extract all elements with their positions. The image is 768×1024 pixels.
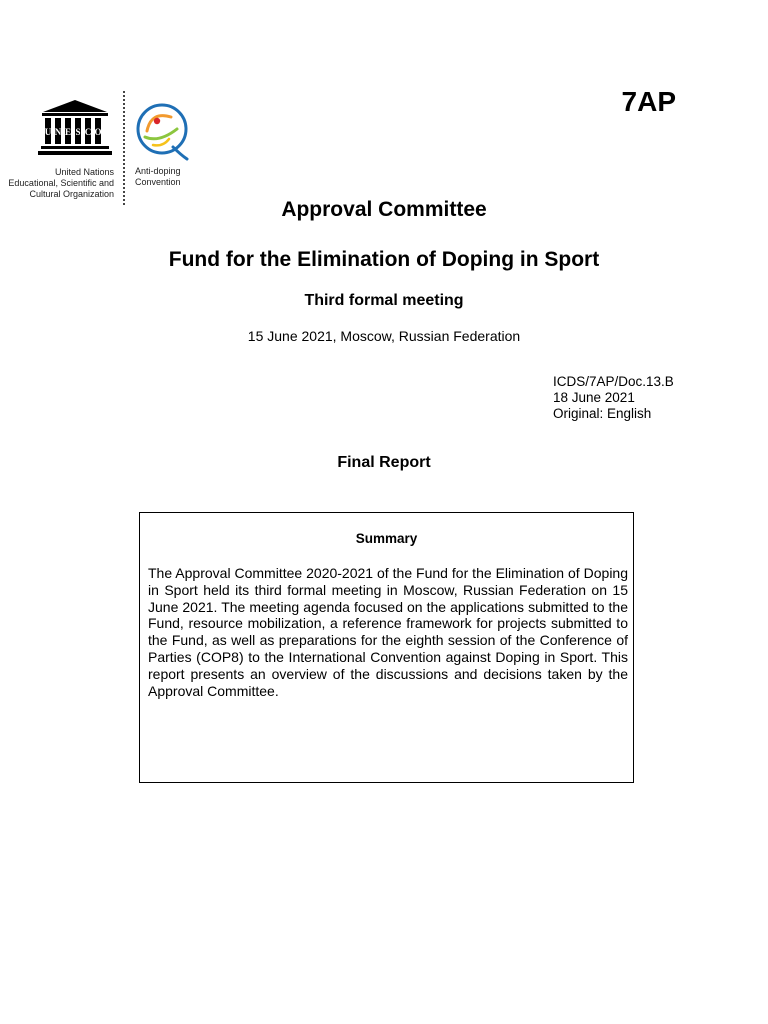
summary-box [139,512,634,783]
svg-text:C: C [84,127,92,137]
svg-text:U: U [44,127,52,137]
svg-text:S: S [75,127,81,137]
meeting-title: Third formal meeting [304,292,464,309]
logo-separator [123,91,125,205]
committee-title: Approval Committee [281,198,487,221]
document-original-language: Original: English [553,406,652,421]
document-date: 18 June 2021 [553,390,635,405]
unesco-caption-line: Cultural Organization [29,189,114,199]
unesco-caption-line: United Nations [54,167,114,177]
meeting-place-date: 15 June 2021, Moscow, Russian Federation [247,328,521,344]
unesco-logo [38,100,112,158]
summary-title: Summary [355,531,418,546]
fund-title: Fund for the Elimination of Doping in Sport [168,248,600,271]
document-reference [553,374,733,422]
convention-caption-line: Anti-doping [135,166,181,176]
convention-caption [135,166,215,188]
document-code: 7AP [621,86,676,117]
unesco-caption [0,167,114,200]
svg-text:E: E [64,127,72,137]
svg-text:N: N [54,127,62,137]
anti-doping-convention-logo [133,101,191,161]
unesco-caption-line: Educational, Scientific and [8,178,114,188]
report-title: Final Report [337,454,431,471]
svg-text:O: O [94,127,102,137]
document-symbol: ICDS/7AP/Doc.13.B [553,374,674,389]
summary-text: The Approval Committee 2020-2021 of the Fund for the Elimination of Doping in Sport held its third formal meeting in Moscow, Russian Federation on 15 June 2021. The meeting agenda focused on the applications submitted to the Fund, resource mobilization, a reference framework for projects submitted to the Fund, as well as preparations for the eighth session of the Conference of Parties (COP8) to the International Convention against Doping in Sport. This report presents an overview of the discussions and decisions taken by the Approval Committee. [148,565,628,699]
convention-caption-line: Convention [135,177,181,187]
